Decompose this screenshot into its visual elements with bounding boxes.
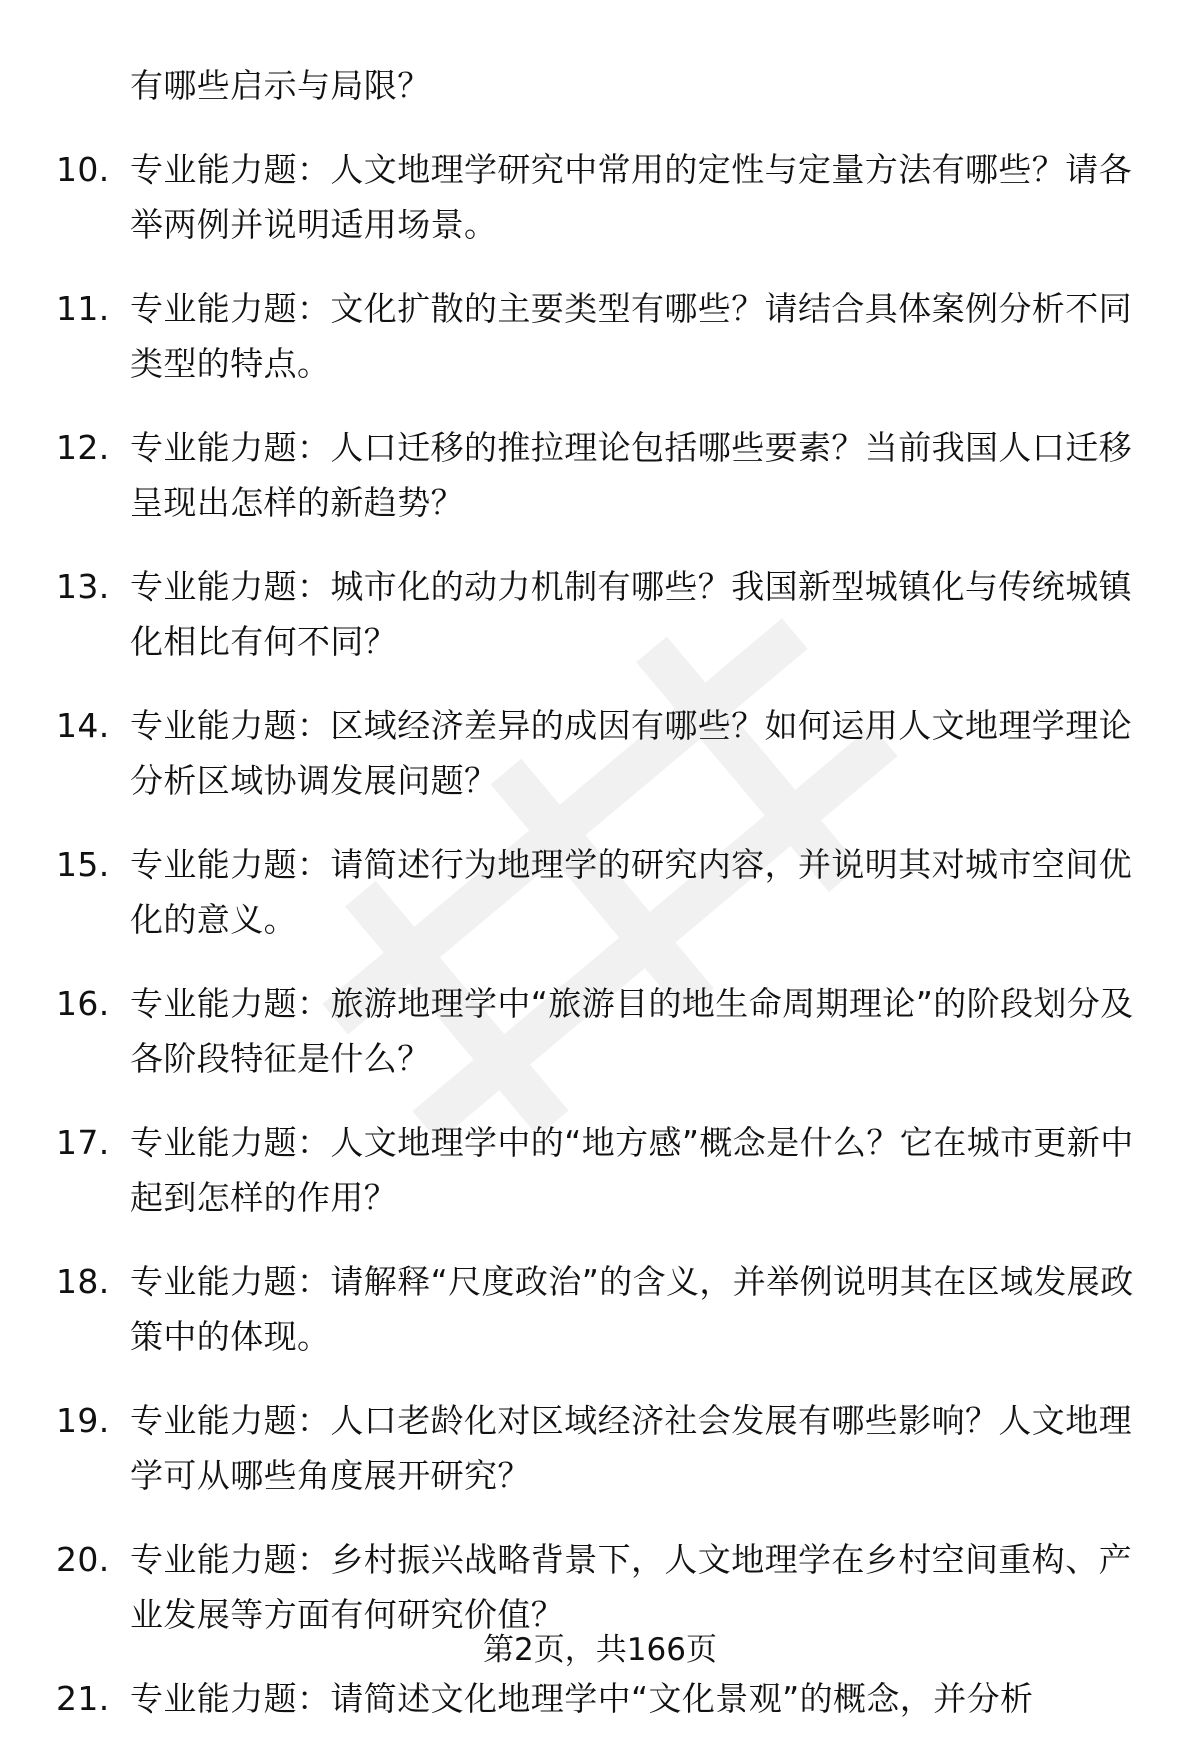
item-number: 19. [56,1401,110,1440]
continuation-text: 有哪些启示与局限？ [130,66,431,105]
item-number: 18. [56,1262,110,1301]
item-text: 专业能力题：旅游地理学中“旅游目的地生命周期理论”的阶段划分及各阶段特征是什么？ [130,984,1134,1078]
list-item [56,142,1136,252]
item-text: 专业能力题：人文地理学研究中常用的定性与定量方法有哪些？请各举两例并说明适用场景。 [130,150,1132,244]
item-number: 17. [56,1123,110,1162]
list-item [56,1254,1136,1364]
list-item [56,559,1136,669]
item-text: 专业能力题：区域经济差异的成因有哪些？如何运用人文地理学理论分析区域协调发展问题？ [130,706,1132,800]
item-text: 专业能力题：请简述行为地理学的研究内容，并说明其对城市空间优化的意义。 [130,845,1132,939]
item-text: 专业能力题：请解释“尺度政治”的含义，并举例说明其在区域发展政策中的体现。 [130,1262,1134,1356]
item-number: 11. [56,289,110,328]
item-text: 专业能力题：城市化的动力机制有哪些？我国新型城镇化与传统城镇化相比有何不同？ [130,567,1132,661]
list-item [56,698,1136,808]
item-number: 15. [56,845,110,884]
item-number: 21. [56,1679,110,1718]
item-number: 10. [56,150,110,189]
list-item [56,1393,1136,1503]
page-footer: 第2页，共166页 [483,1632,717,1668]
list-item [56,837,1136,947]
item-number: 12. [56,428,110,467]
item-number: 14. [56,706,110,745]
item-number: 16. [56,984,110,1023]
item-number: 13. [56,567,110,606]
list-item [56,1532,1136,1642]
item-text: 专业能力题：乡村振兴战略背景下，人文地理学在乡村空间重构、产业发展等方面有何研究价值？ [130,1540,1132,1634]
item-text: 专业能力题：请简述文化地理学中“文化景观”的概念，并分析 [130,1679,1034,1718]
item-text: 专业能力题：人口老龄化对区域经济社会发展有哪些影响？人文地理学可从哪些角度展开研究？ [130,1401,1132,1495]
list-item [56,1671,1136,1726]
item-text: 专业能力题：人口迁移的推拉理论包括哪些要素？当前我国人口迁移呈现出怎样的新趋势？ [130,428,1132,522]
list-item [56,1115,1136,1225]
list-item [56,420,1136,530]
question-list [56,58,1136,1755]
item-text: 专业能力题：文化扩散的主要类型有哪些？请结合具体案例分析不同类型的特点。 [130,289,1132,383]
item-number: 20. [56,1540,110,1579]
item-text: 专业能力题：人文地理学中的“地方感”概念是什么？它在城市更新中起到怎样的作用？ [130,1123,1134,1217]
list-item [56,976,1136,1086]
list-item [56,281,1136,391]
